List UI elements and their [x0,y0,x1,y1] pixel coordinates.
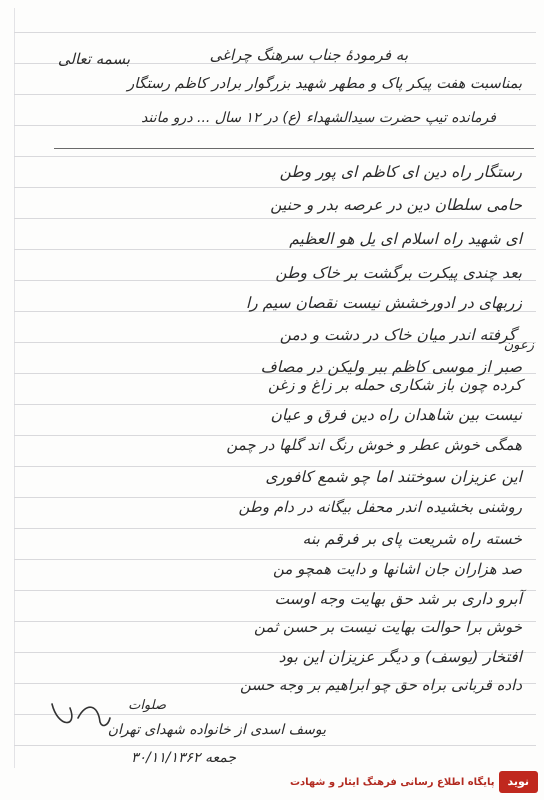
letter-date: جمعه ۳۰/۱۱/۱۳۶۲ [130,750,236,766]
poem-line: خسته راه شریعت پای بر فرقم بنه [302,530,522,548]
poem-line: داده قربانی براه حق چو ابراهیم بر وجه حسن [240,676,522,694]
poem-line: ای شهید راه اسلام ای یل هو العظیم [289,230,522,248]
letter-heading: بسمه تعالی [57,50,130,68]
site-footer [290,768,538,796]
ruled-line [14,94,536,95]
ruled-paper [14,8,536,768]
poem-line: رستگار راه دین ای کاظم ای پور وطن [279,163,522,181]
ruled-line [14,156,536,157]
poem-line: گرفته اندر میان خاک در دشت و دمن [279,326,516,344]
poem-line: این عزیزان سوختند اما چو شمع کافوری [265,468,522,486]
handwritten-signature-mark [48,698,112,732]
poem-line: صد هزاران جان اشانها و دایت همچو من [272,560,522,578]
poem-line: افتخار (یوسف) و دیگر عزیزان این بود [278,648,522,666]
poem-line: صبر از موسی کاظم ببر ولیکن در مصاف [260,358,522,376]
ruled-line [14,528,536,529]
site-name: پایگاه اطلاع رسانی فرهنگ ایثار و شهادت [290,776,495,788]
ruled-line [14,32,536,33]
intro-line: به فرمودهٔ جناب سرهنگ چراغی [209,46,408,64]
intro-line: بمناسبت هفت پیکر پاک و مطهر شهید بزرگوار برادر کاظم رستگار [127,76,522,92]
poem-line: نیست بین شاهدان راه دین فرق و عیان [270,406,522,424]
poem-line: آبرو داری بر شد حق بهایت وجه اوست [274,590,522,608]
heading-divider [54,148,534,149]
ruled-line [14,218,536,219]
ruled-line [14,404,536,405]
ruled-line [14,249,536,250]
signature-mark-text: صلوات [128,698,166,713]
poem-line: زربهای در ادورخشش نیست نقصان سیم را [245,294,522,312]
ruled-line [14,466,536,467]
site-logo: نوید [499,771,538,793]
intro-line: فرمانده تیپ حضرت سیدالشهداء (ع) در ۱۲ سال ... درو مانند [141,110,496,126]
poem-line: زعون [503,338,534,353]
poem-line: کرده چون باز شکاری حمله بر زاغ و زغن [267,376,522,394]
poem-line: همگی خوش عطر و خوش رنگ اند گلها در چمن [226,436,522,454]
ruled-line [14,187,536,188]
poem-line: حامی سلطان دین در عرصه بدر و حنین [270,196,522,214]
paper-margin [14,8,15,768]
poem-line: بعد چندی پیکرت برگشت بر خاک وطن [275,264,522,282]
poem-line: روشنی بخشیده اندر محفل بیگانه در دام وطن [238,498,522,516]
signature-name: یوسف اسدی از خانواده شهدای تهران [107,722,326,738]
poem-line: خوش برا حوالت بهایت نیست بر حسن ثمن [254,618,522,636]
ruled-line [14,745,536,746]
